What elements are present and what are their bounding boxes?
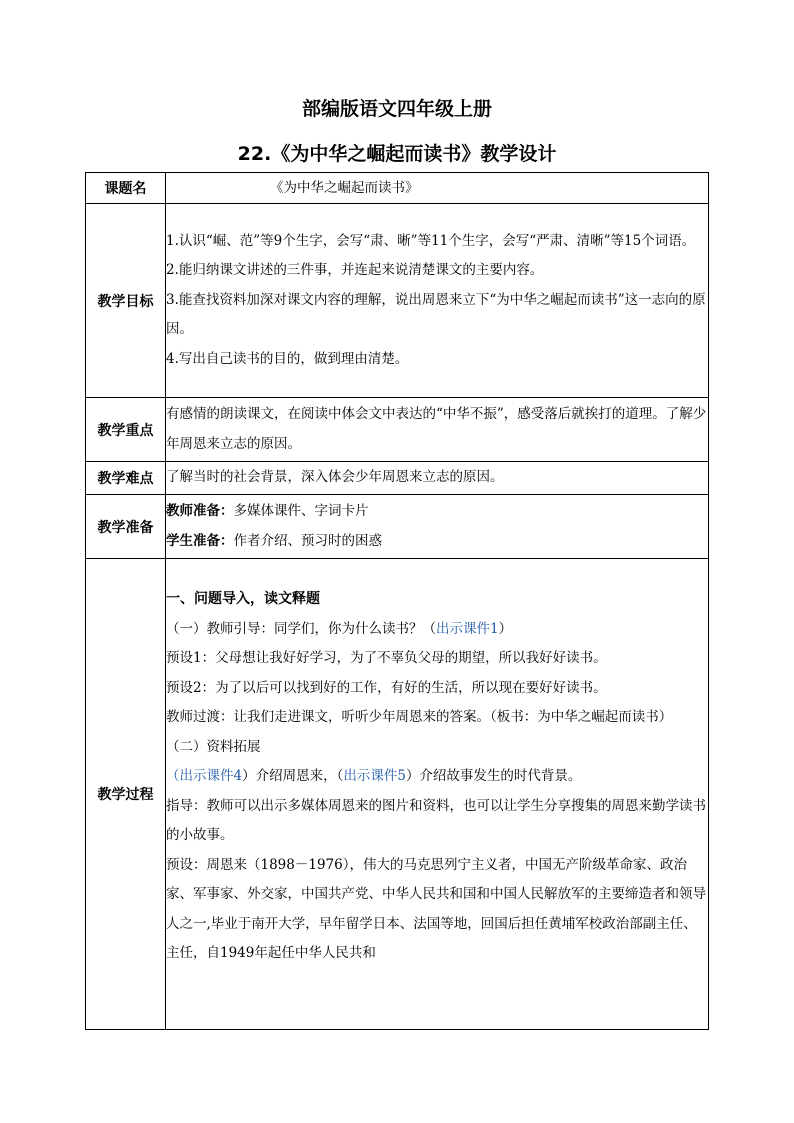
key-points-text: 有感情的朗读课文，在阅读中体会文中表达的“中华不振”，感受落后就挨打的道理。了解少年周恩来立志的原因。 [166,406,707,452]
cell-process [166,559,709,1030]
courseware-ref-4: 出示课件4 [179,768,243,784]
row-preparation [86,495,709,559]
objective-item: 2.能归纳课文讲述的三件事，并连起来说清楚课文的主要内容。 [166,262,544,279]
cell-key-points [166,398,709,462]
process-paragraph: 预设1：父母想让我好好学习，为了不辜负父母的期望，所以我好好读书。 [166,650,607,666]
process-paragraph [166,615,708,645]
row-objectives [86,204,709,398]
label-course-name: 课题名 [86,173,166,204]
page-title: 部编版语文四年级上册 [301,98,492,120]
cell-course-name [166,173,709,204]
label-preparation: 教学准备 [86,495,166,559]
process-paragraph: 预设2：为了以后可以找到好的工作，有好的生活，所以现在要好好读书。 [166,679,607,696]
difficulties-text: 了解当时的社会背景，深入体会少年周恩来立志的原因。 [166,469,504,486]
course-name-value: 《为中华之崛起而读书》 [270,180,419,196]
process-paragraph: 指导：教师可以出示多媒体周恩来的图片和资料，也可以让学生分享搜集的周恩来勤学读书的小故事。 [166,797,706,843]
spacer [166,559,708,585]
process-paragraph [166,762,708,792]
row-course-name [86,173,709,204]
cell-objectives [166,204,709,398]
row-process [86,559,709,1030]
document-title: 22.《为中华之崛起而读书》教学设计 [237,143,557,165]
process-paragraph: 预设：周恩来（1898－1976），伟大的马克思列宁主义者，中国无产阶级革命家、政治家、军事家、外交家，中国共产党、中华人民共和国和中国人民解放军的主要缔造者和领导人之一,毕业于南开大学，早年留学日本、法国等地，回国后担任黄埔军校政治部副主任、主任，自1949年起任中华人民共和 [166,856,706,961]
student-preparation [166,527,708,557]
label-process: 教学过程 [86,559,166,1030]
row-difficulties [86,462,709,495]
objective-item: 3.能查找资料加深对课文内容的理解，说出周恩来立下“为中华之崛起而读书”这一志向的原因。 [166,291,706,338]
teacher-prep-text: 多媒体课件、字词卡片 [233,503,369,519]
text-span: ）介绍周恩来，（ [242,768,344,784]
label-difficulties: 教学难点 [86,462,166,495]
student-prep-text: 作者介绍、预习时的困惑 [233,532,382,549]
text-span: （ [166,768,180,784]
courseware-ref-5: 出示课件5 [343,768,406,784]
label-key-points: 教学重点 [86,398,166,462]
teacher-preparation [166,497,708,527]
courseware-ref-1: 出示课件1 [436,620,499,637]
row-key-points [86,398,709,462]
cell-preparation [166,495,709,559]
lesson-plan-table [85,172,709,1030]
teacher-prep-label: 教师准备： [166,503,234,519]
section-heading: 一、问题导入，读文释题 [166,591,320,607]
cell-difficulties [166,462,709,495]
subsection-heading: （二）资料拓展 [166,738,261,755]
text-span: （一）教师引导：同学们，你为什么读书？（ [166,620,436,637]
student-prep-label: 学生准备： [166,532,234,549]
process-paragraph: 教师过渡：让我们走进课文，听听少年周恩来的答案。（板书：为中华之崛起而读书） [166,709,673,725]
objective-item: 4.写出自己读书的目的，做到理由清楚。 [166,350,409,367]
objective-item: 1.认识“崛、范”等9个生字，会写“肃、晰”等11个生字，会写“严肃、清晰”等15个词语。 [166,232,696,249]
label-objectives: 教学目标 [86,204,166,398]
text-span: ） [498,620,513,637]
text-span: ）介绍故事发生的时代背景。 [405,768,582,784]
